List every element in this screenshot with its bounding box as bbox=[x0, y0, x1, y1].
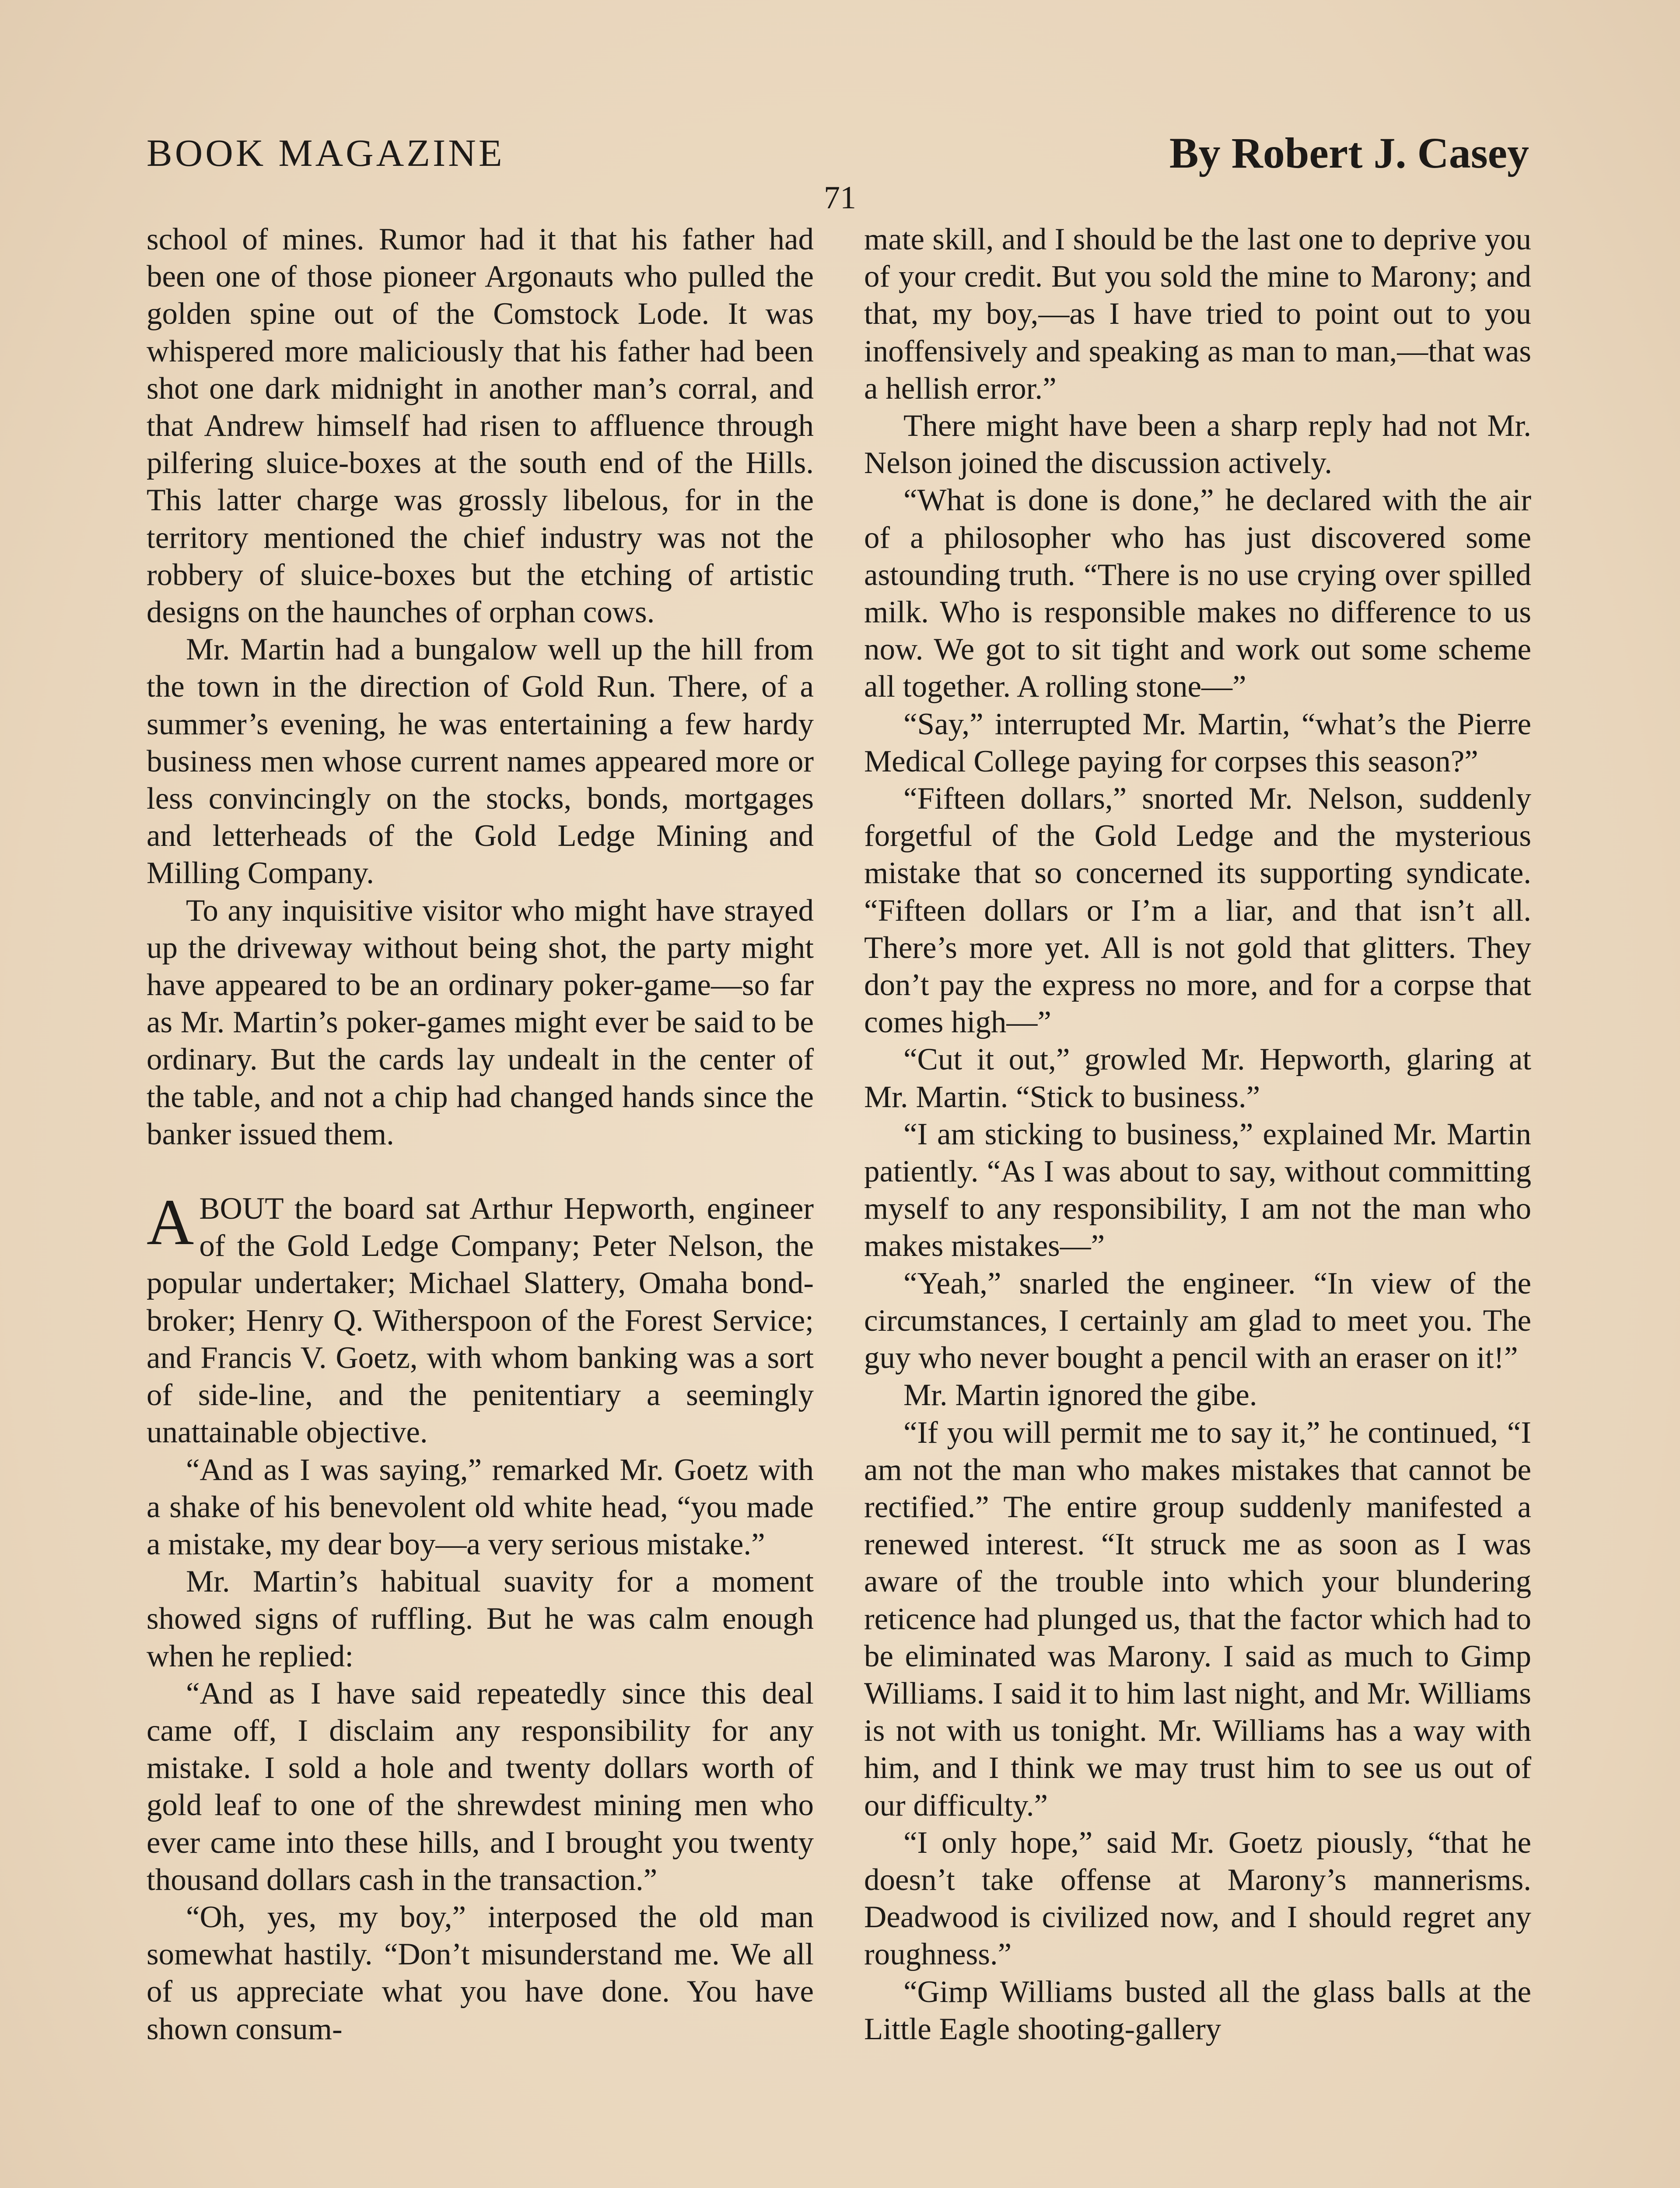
paragraph: “Gimp Williams busted all the glass balls at the Little Eagle shooting-gallery bbox=[864, 1974, 1531, 2046]
page-number: 71 bbox=[824, 180, 856, 216]
paragraph: “If you will permit me to say it,” he continued, “I am not the man who makes mistakes that cannot be rectified.” The entire group suddenly manifested a renewed interest. “It struck me as soon as I was aware of the trouble into which your blundering reticence had plunged us, that the factor which had to be eliminated was Marony. I said as much to Gimp Williams. I said it to him last night, and Mr. Williams is not with us tonight. Mr. Williams has a way with him, and I think we may trust him to see us out of our difficulty.” bbox=[864, 1415, 1531, 1823]
paragraph-dropcap bbox=[147, 1186, 814, 1451]
paragraph: “I only hope,” said Mr. Goetz piously, “that he doesn’t take offense at Marony’s mannerisms. Deadwood is civilized now, and I should regret any roughness.” bbox=[864, 1825, 1531, 1972]
paragraph: “I am sticking to business,” explained Mr. Martin patiently. “As I was about to say, without committing myself to any responsibility, I am not the man who makes mistakes—” bbox=[864, 1117, 1531, 1263]
paragraph: “And as I have said repeatedly since this deal came off, I disclaim any responsibility for any mistake. I sold a hole and twenty dollars worth of gold leaf to one of the shrewdest mining men who ever came into these hills, and I brought you twenty thousand dollars cash in the transaction.” bbox=[147, 1676, 814, 1897]
paragraph: “Cut it out,” growled Mr. Hepworth, glaring at Mr. Martin. “Stick to business.” bbox=[864, 1042, 1531, 1114]
paragraph: “Oh, yes, my boy,” interposed the old man somewhat hastily. “Don’t misunderstand me. We all of us appreciate what you have done. You have shown consum- bbox=[147, 1900, 814, 2046]
paragraph: “And as I was saying,” remarked Mr. Goetz with a shake of his benevolent old white head, “you made a mistake, my dear boy—a very serious mistake.” bbox=[147, 1452, 814, 1561]
paragraph: “Fifteen dollars,” snorted Mr. Nelson, suddenly forgetful of the Gold Ledge and the mysterious mistake that so concerned its supporting syndicate. “Fifteen dollars or I’m a liar, and that isn’t all. There’s more yet. All is not gold that glitters. They don’t pay the express no more, and for a corpse that comes high—” bbox=[864, 782, 1531, 1040]
paragraph: “What is done is done,” he declared with the air of a philosopher who has just discovered some astounding truth. “There is no use crying over spilled milk. Who is responsible makes no difference to us now. We got to sit tight and work out some scheme all together. A rolling stone—” bbox=[864, 483, 1531, 704]
paragraph: Mr. Martin’s habitual suavity for a moment showed signs of ruffling. But he was calm enough when he replied: bbox=[147, 1564, 814, 1673]
paragraph-text: BOUT the board sat Arthur Hepworth, engineer of the Gold Ledge Company; Peter Nelson, the popular undertaker; Michael Slattery, Omaha bond-broker; Henry Q. Witherspoon of the Forest Service; and Francis V. Goetz, with whom banking was a sort of side-line, and the penitentiary a seemingly unattainable objective. bbox=[147, 1192, 814, 1450]
paragraph: Mr. Martin had a bungalow well up the hill from the town in the direction of Gold Run. There, of a summer’s evening, he was entertaining a few hardy business men whose current names appeared more or less convincingly on the stocks, bonds, mortgages and letterheads of the Gold Ledge Mining and Milling Company. bbox=[147, 632, 814, 891]
paragraph: school of mines. Rumor had it that his father had been one of those pioneer Argonauts who pulled the golden spine out of the Comstock Lode. It was whispered more maliciously that his father had been shot one dark midnight in another man’s corral, and that Andrew himself had risen to affluence through pilfering sluice-boxes at the south end of the Hills. This latter charge was grossly libelous, for in the territory mentioned the chief industry was not the robbery of sluice-boxes but the etching of artistic designs on the haunches of orphan cows. bbox=[147, 222, 814, 630]
paragraph: “Yeah,” snarled the engineer. “In view of the circumstances, I certainly am glad to meet you. The guy who never bought a pencil with an eraser on it!” bbox=[864, 1266, 1531, 1375]
paragraph: “Say,” interrupted Mr. Martin, “what’s the Pierre Medical College paying for corpses this season?” bbox=[864, 707, 1531, 778]
author-byline: By Robert J. Casey bbox=[1169, 129, 1529, 177]
paragraph: mate skill, and I should be the last one to deprive you of your credit. But you sold the mine to Marony; and that, my boy,—as I have tried to point out to you inoffensively and speaking as man to man,—that was a hellish error.” bbox=[864, 222, 1531, 406]
drop-cap-letter: A bbox=[147, 1186, 194, 1259]
right-column bbox=[864, 221, 1531, 2048]
paragraph: To any inquisitive visitor who might have strayed up the driveway without being shot, the party might have appeared to be an ordinary poker-game—so far as Mr. Martin’s poker-games might ever be said to be ordinary. But the cards lay undealt in the center of the table, and not a chip had changed hands since the banker issued them. bbox=[147, 893, 814, 1151]
left-column bbox=[147, 221, 814, 2048]
paragraph: Mr. Martin ignored the gibe. bbox=[903, 1378, 1257, 1413]
paragraph: There might have been a sharp reply had not Mr. Nelson joined the discussion actively. bbox=[864, 409, 1531, 480]
magazine-title: BOOK MAGAZINE bbox=[147, 132, 505, 175]
